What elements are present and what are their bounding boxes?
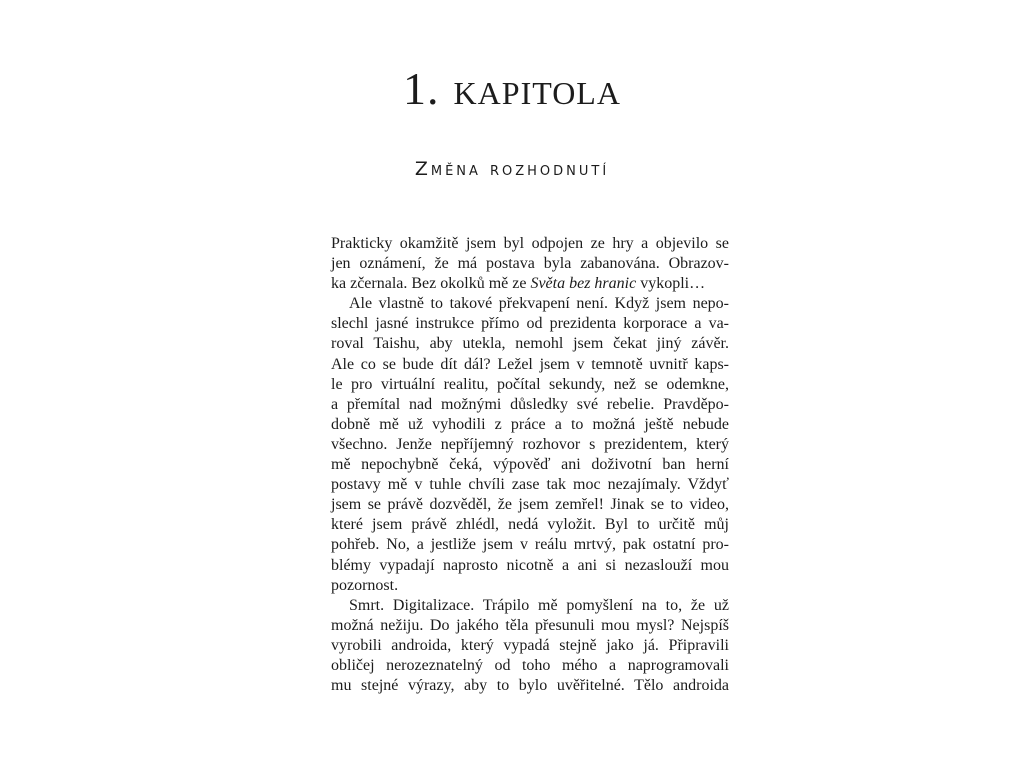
- text-line: mu stejné výrazy, aby to bylo uvěřitelné. Tělo androida: [331, 677, 729, 695]
- text-line: možná nežiju. Do jakého těla přesunuli mou mysl? Nejspíš: [331, 616, 729, 634]
- book-title-italic: Světa bez hranic: [530, 275, 637, 293]
- text-line: pohřeb. No, a jestliže jsem v reálu mrtvý, pak ostatní pro-: [331, 536, 729, 554]
- chapter-subtitle: Změna rozhodnutí: [414, 158, 610, 180]
- text-line: Smrt. Digitalizace. Trápilo mě pomyšlení na to, že už: [349, 596, 729, 614]
- chapter-body: [331, 234, 729, 696]
- text-line: všechno. Jenže nepříjemný rozhovor s prezidentem, který: [331, 435, 729, 453]
- text-line: mě nepochybně čeká, výpověď ani doživotní ban herní: [331, 456, 729, 474]
- text-line: postavy mě v tuhle chvíli zase tak moc nezajímaly. Vždyť: [331, 476, 729, 494]
- text-line: Ale vlastně to takové překvapení není. Když jsem nepo-: [349, 295, 729, 313]
- text-line: jsem se právě dozvěděl, že jsem zemřel! Jinak se to video,: [331, 496, 729, 514]
- chapter-heading: [0, 62, 1024, 115]
- text-line: slechl jasné instrukce přímo od prezidenta korporace a va-: [331, 315, 729, 333]
- text-segment: ka zčernala. Bez okolků mě ze: [331, 275, 531, 293]
- text-line: vyrobili androida, který vypadá stejně jako já. Připravili: [331, 636, 729, 654]
- chapter-number: 1.: [403, 63, 440, 114]
- chapter-word: KAPITOLA: [453, 75, 621, 111]
- text-segment: vykopli…: [636, 275, 706, 293]
- text-line: dobně mě už vyhodili z práce a to možná ještě nebude: [331, 415, 729, 433]
- text-line: roval Taishu, aby utekla, nemohl jsem čekat jiný závěr.: [331, 335, 729, 353]
- text-line: pozornost.: [331, 576, 399, 594]
- text-line: a přemítal nad možnými důsledky své rebelie. Pravděpo-: [331, 395, 729, 413]
- text-line: [331, 274, 729, 294]
- text-line: jen oznámení, že má postava byla zabanována. Obrazov-: [331, 255, 729, 273]
- text-line: le pro virtuální realitu, počítal sekundy, než se odemkne,: [331, 375, 729, 393]
- text-line: obličej nerozeznatelný od toho mého a naprogramovali: [331, 656, 729, 674]
- text-line: které jsem právě zhlédl, nedá vyložit. Byl to určitě můj: [331, 516, 729, 534]
- text-line: Ale co se bude dít dál? Ležel jsem v temnotě uvnitř kaps-: [331, 355, 729, 373]
- text-line: Prakticky okamžitě jsem byl odpojen ze hry a objevilo se: [331, 235, 729, 252]
- text-line: blémy vypadají naprosto nicotně a ani si nezaslouží mou: [331, 556, 729, 574]
